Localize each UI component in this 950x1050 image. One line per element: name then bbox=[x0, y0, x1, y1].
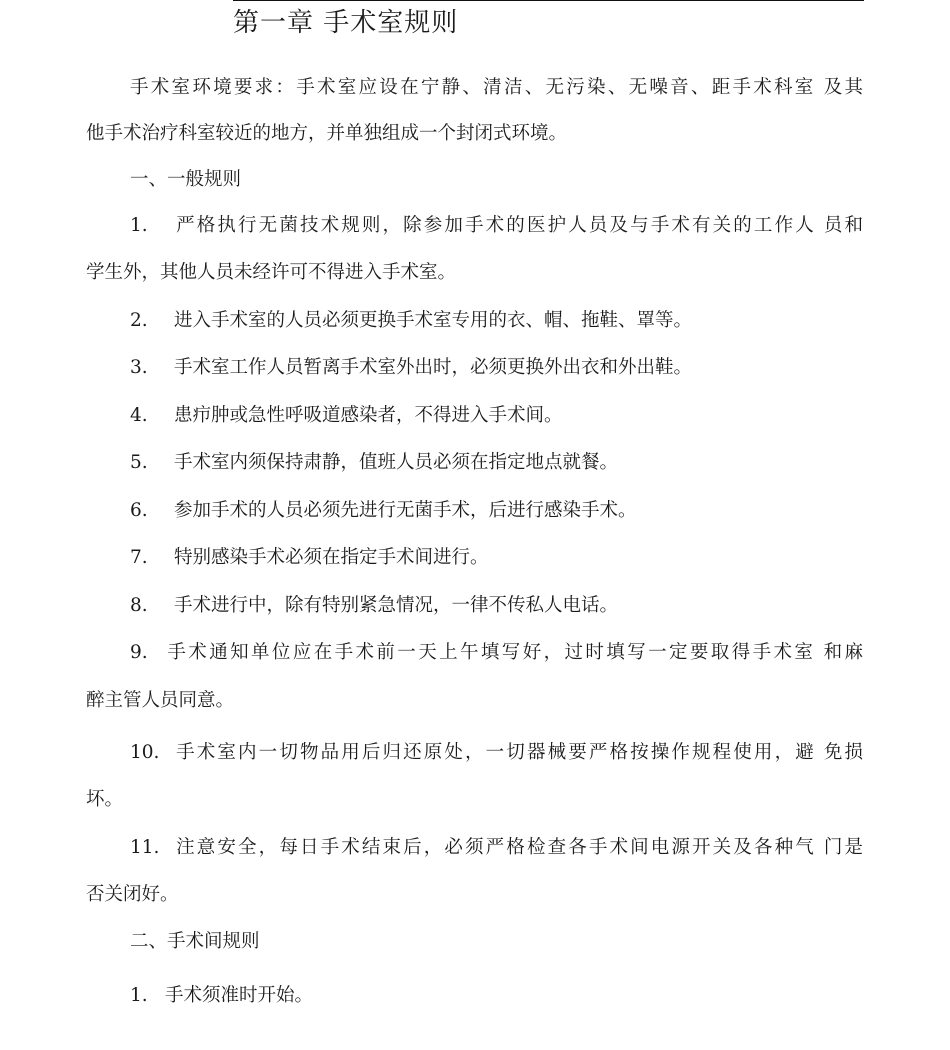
rule-item-9 bbox=[130, 641, 863, 665]
item-text: 参加手术的人员必须先进行无菌手术，后进行感染手术。 bbox=[174, 500, 637, 521]
rule-item-2 bbox=[130, 309, 692, 333]
rule-item-6 bbox=[130, 499, 637, 523]
document-title: 第一章 手术室规则 bbox=[233, 8, 459, 38]
rule-item-1-cont: 学生外，其他人员未经许可不得进入手术室。 bbox=[86, 262, 457, 283]
item-text: 特别感染手术必须在指定手术间进行。 bbox=[174, 547, 489, 568]
item-number: 9. bbox=[130, 642, 148, 663]
rule-item-3 bbox=[130, 356, 692, 380]
item-text: 严格执行无菌技术规则，除参加手术的医护人员及与手术有关的工作人 员和 bbox=[174, 215, 863, 236]
rule-item-10-cont: 坏。 bbox=[86, 789, 124, 810]
intro-line-1: 手术室环境要求：手术室应设在宁静、清洁、无污染、无噪音、距手术科室 及其 bbox=[130, 77, 863, 98]
item-number: 10. bbox=[130, 742, 160, 763]
rule-item-1 bbox=[130, 214, 863, 238]
item-text: 患疖肿或急性呼吸道感染者，不得进入手术间。 bbox=[174, 405, 563, 426]
rule-item-9-cont: 醉主管人员同意。 bbox=[86, 690, 235, 711]
item-text: 手术通知单位应在手术前一天上午填写好，过时填写一定要取得手术室 和麻 bbox=[165, 642, 863, 663]
section-2-heading: 二、手术间规则 bbox=[130, 931, 260, 952]
rule-item-10 bbox=[130, 741, 863, 765]
rule-item-7 bbox=[130, 546, 489, 570]
item-number: 11. bbox=[130, 837, 160, 858]
rule-item-11-cont: 否关闭好。 bbox=[86, 884, 179, 905]
item-number: 1. bbox=[130, 215, 148, 236]
item-number: 6. bbox=[130, 500, 148, 521]
item-number: 1. bbox=[130, 985, 148, 1006]
item-number: 4. bbox=[130, 405, 148, 426]
item-number: 2. bbox=[130, 310, 148, 331]
top-rule bbox=[233, 0, 864, 1]
item-text: 进入手术室的人员必须更换手术室专用的衣、帽、拖鞋、罩等。 bbox=[174, 310, 693, 331]
rule-item-11 bbox=[130, 836, 863, 860]
item-text: 注意安全，每日手术结束后，必须严格检查各手术间电源开关及各种气 门是 bbox=[174, 837, 863, 858]
item-text: 手术室内一切物品用后归还原处，一切器械要严格按操作规程使用，避 免损 bbox=[174, 742, 863, 763]
item-text: 手术室工作人员暂离手术室外出时，必须更换外出衣和外出鞋。 bbox=[174, 357, 693, 378]
item-number: 8. bbox=[130, 595, 148, 616]
item-text: 手术室内须保持肃静，值班人员必须在指定地点就餐。 bbox=[174, 452, 619, 473]
rule-item-5 bbox=[130, 451, 618, 475]
item-number: 7. bbox=[130, 547, 148, 568]
rule-item-4 bbox=[130, 404, 563, 428]
item-number: 5. bbox=[130, 452, 148, 473]
item-text: 手术须准时开始。 bbox=[165, 985, 314, 1006]
item-number: 3. bbox=[130, 357, 148, 378]
section-1-heading: 一、一般规则 bbox=[130, 169, 242, 190]
rule-item-8 bbox=[130, 594, 618, 618]
room-rule-item-1 bbox=[130, 984, 313, 1008]
item-text: 手术进行中，除有特别紧急情况，一律不传私人电话。 bbox=[174, 595, 619, 616]
intro-line-2: 他手术治疗科室较近的地方，并单独组成一个封闭式环境。 bbox=[86, 123, 568, 144]
